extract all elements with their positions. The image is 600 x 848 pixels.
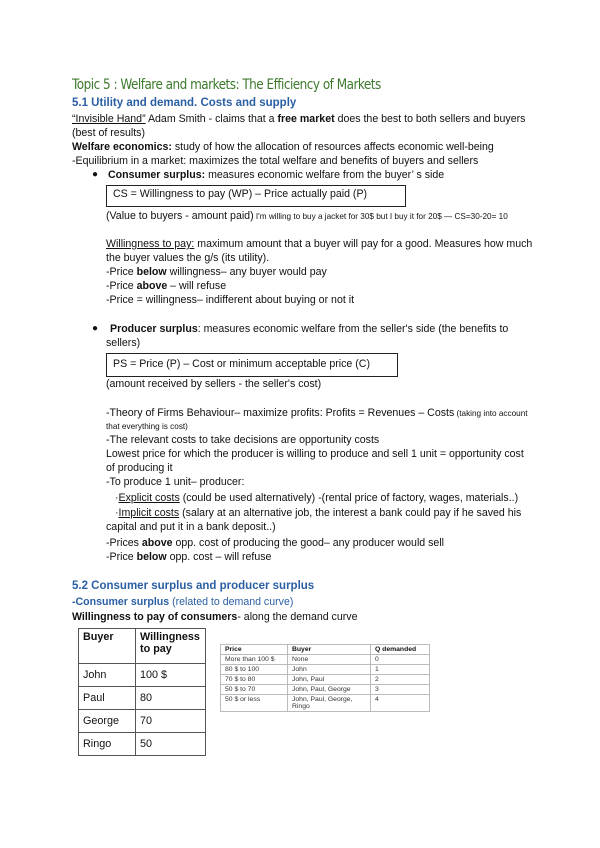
wtp-consumers-text: - along the demand curve [237,611,358,623]
table-cell: Paul [79,687,136,710]
quantity-demanded-table [220,644,430,712]
table-header-cell: Willingness to pay [136,629,206,664]
wtp-line [106,237,532,251]
cs-note-line [106,209,508,224]
section-heading-5-2: 5.2 Consumer surplus and producer surplus [72,580,315,592]
table-cell: More than 100 $ [221,655,288,665]
ps-formula-box [106,353,398,377]
wtp-term: Willingness to pay: [106,238,195,250]
table-row [79,664,206,687]
price-below-cost-prefix: -Price [106,551,137,563]
table-cell: None [288,655,371,665]
table-cell: 2 [371,675,430,685]
table-row [221,675,430,685]
price-below-prefix: -Price [106,266,137,278]
dot-icon: · [115,507,119,519]
table-cell: John, Paul, George, Ringo [288,695,371,712]
table-row [221,695,430,712]
price-below-cost-keyword: below [136,551,167,563]
consumer-surplus-subheading-term: -Consumer surplus [72,596,170,608]
cs-formula-box [106,185,406,207]
price-below-text: willingness– any buyer would pay [166,266,327,278]
cs-note: (Value to buyers - amount paid) [106,210,254,222]
lowest-price-line: Lowest price for which the producer is willing to produce and sell 1 unit = opportunity cost [106,448,524,460]
table-cell: 4 [371,695,430,712]
producer-surplus-def: : measures economic welfare from the seller's side (the benefits to [197,323,509,335]
section-heading-5-1: 5.1 Utility and demand. Costs and supply [72,97,297,109]
table-cell: 50 $ or less [221,695,288,712]
firms-small: (taking into account [454,409,528,418]
firms-line-2: that everything is cost) [106,422,188,431]
bullet-icon: ● [92,169,99,180]
table-cell: 70 $ to 80 [221,675,288,685]
explicit-costs-line [115,491,518,505]
table-cell: 1 [371,665,430,675]
firms-line [106,406,528,421]
produce-line: -To produce 1 unit– producer: [106,476,245,488]
welfare-economics-line [72,140,494,154]
cs-formula: CS = Willingness to pay (WP) – Price actually paid (P) [113,188,368,200]
table-row [79,710,206,733]
wtp-consumers-term: Willingness to pay of consumers [72,611,238,623]
consumer-surplus-subheading-note: (related to demand curve) [169,596,294,608]
table-cell: 80 $ to 100 [221,665,288,675]
price-below-line [106,265,327,279]
table-row [221,665,430,675]
explicit-costs-def: (could be used alternatively) -(rental price of factory, wages, materials..) [179,492,519,504]
prices-above-keyword: above [141,537,173,549]
willingness-table [78,628,206,756]
wtp-consumers-line [72,610,357,624]
table-cell: John [288,665,371,675]
invisible-hand-text-end: does the best to both sellers and buyers [334,113,526,125]
price-equal-line: -Price = willingness– indifferent about buying or not it [106,294,355,306]
invisible-hand-term: “Invisible Hand” [72,113,146,125]
ps-formula: PS = Price (P) – Cost or minimum acceptable price (C) [113,358,370,370]
consumer-surplus-line [108,168,444,182]
bullet-icon: ● [92,323,99,334]
free-market-term: free market [277,113,335,125]
lowest-price-line-2: of producing it [106,462,173,474]
price-above-prefix: -Price [106,280,137,292]
prices-above-line [106,536,444,550]
producer-surplus-term: Producer surplus [110,323,198,335]
best-results-line: (best of results) [72,127,146,139]
dot-icon: · [115,492,119,504]
consumer-surplus-subheading [72,595,293,609]
table-cell: Ringo [79,733,136,756]
table-header-cell: Buyer [79,629,136,664]
price-below-cost-line [106,550,271,564]
table-cell: 3 [371,685,430,695]
ps-note-line: (amount received by sellers - the seller's cost) [106,378,322,390]
consumer-surplus-term: Consumer surplus: [108,169,206,181]
table-cell: 80 [136,687,206,710]
relevant-costs-line: -The relevant costs to take decisions are opportunity costs [106,434,380,446]
table-header-cell: Buyer [288,645,371,655]
explicit-costs-term: Explicit costs [118,492,180,504]
prices-above-text: opp. cost of producing the good– any producer would sell [172,537,445,549]
table-cell: John [79,664,136,687]
welfare-economics-term: Welfare economics: [72,141,172,153]
price-below-keyword: below [136,266,167,278]
table-cell: 70 [136,710,206,733]
table-cell: 100 $ [136,664,206,687]
table-row [79,687,206,710]
producer-surplus-line-2: sellers) [106,337,141,349]
implicit-costs-line [115,506,521,520]
table-header-cell: Q demanded [371,645,430,655]
table-cell: 50 $ to 70 [221,685,288,695]
implicit-costs-line-2: capital and put it in a bank deposit..) [106,521,276,533]
price-above-text: – will refuse [167,280,227,292]
table-cell: John, Paul [288,675,371,685]
table-cell: John, Paul, George [288,685,371,695]
wtp-line-2: the buyer values the g/s (its utility). [106,252,270,264]
table-header-row [79,629,206,664]
table-row [221,655,430,665]
table-cell: George [79,710,136,733]
implicit-costs-term: Implicit costs [118,507,180,519]
firms-text: -Theory of Firms Behaviour– maximize profits: Profits = Revenues – Costs [106,407,455,419]
price-above-keyword: above [136,280,168,292]
producer-surplus-line [110,322,508,336]
table-row [221,685,430,695]
price-above-line [106,279,226,293]
table-cell: 0 [371,655,430,665]
invisible-hand-line [72,112,525,126]
implicit-costs-def: (salary at an alternative job, the interest a bank could pay if he saved his [179,507,522,519]
page-title: Topic 5 : Welfare and markets: The Efficiency of Markets [72,77,381,93]
table-header-row [221,645,430,655]
consumer-surplus-def: measures economic welfare from the buyer’ s side [205,169,445,181]
price-below-cost-text: opp. cost – will refuse [166,551,272,563]
prices-above-prefix: -Prices [106,537,142,549]
wtp-def: maximum amount that a buyer will pay for a good. Measures how much [194,238,533,250]
cs-example: I'm willing to buy a jacket for 30$ but I buy it for 20$ — CS=30-20= 10 [253,212,508,221]
invisible-hand-text: Adam Smith - claims that a [145,113,278,125]
table-header-cell: Price [221,645,288,655]
table-row [79,733,206,756]
welfare-economics-def: study of how the allocation of resources affects economic well-being [171,141,494,153]
table-cell: 50 [136,733,206,756]
equilibrium-line: -Equilibrium in a market: maximizes the total welfare and benefits of buyers and sellers [72,155,479,167]
